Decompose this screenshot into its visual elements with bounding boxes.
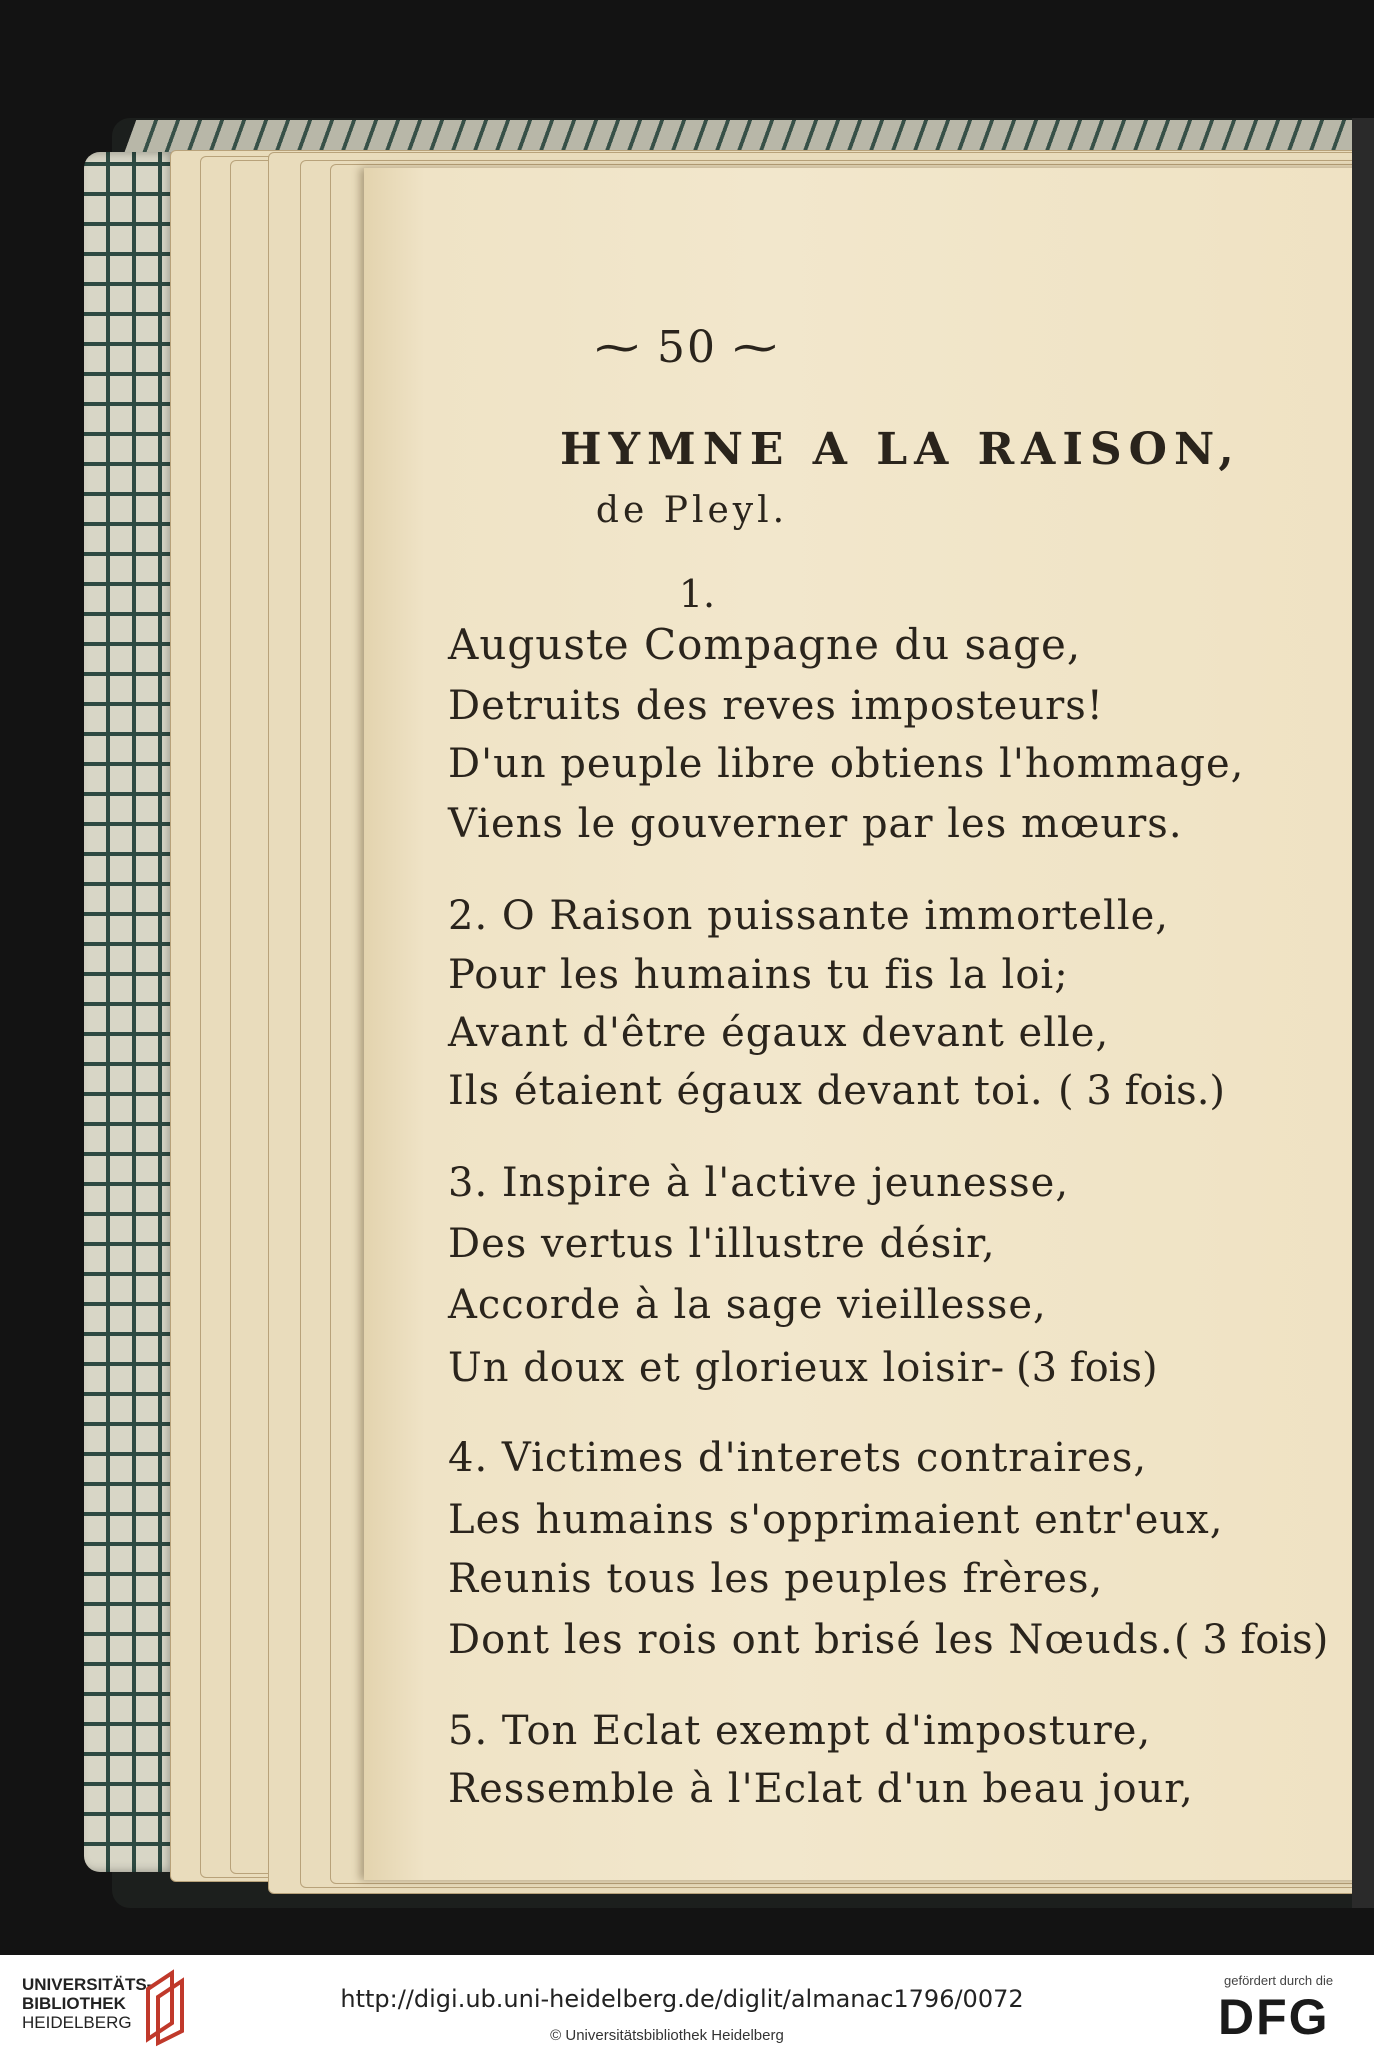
verse-line: Un doux et glorieux loisir- bbox=[448, 1345, 1006, 1391]
book-spine bbox=[84, 152, 176, 1872]
dfg-logo: DFG bbox=[1218, 1989, 1330, 2045]
verse-line: 2. O Raison puissante immortelle, bbox=[448, 893, 1170, 939]
hymn-title: HYMNE A LA RAISON, bbox=[560, 424, 1241, 475]
verse-line: Ils étaient égaux devant toi. bbox=[448, 1068, 1044, 1114]
verse-line: Des vertus l'illustre désir, bbox=[448, 1221, 996, 1267]
verse-line: 5. Ton Eclat exempt d'imposture, bbox=[448, 1708, 1152, 1754]
library-name-line: UNIVERSITÄTS- bbox=[22, 1975, 153, 1994]
hymn-composer: de Pleyl. bbox=[595, 490, 789, 531]
refrain-marker: ( 3 fois) bbox=[1174, 1617, 1329, 1663]
funding-caption: gefördert durch die bbox=[1224, 1973, 1334, 1988]
page-edge-shadow bbox=[1352, 118, 1374, 1908]
verse-line: Avant d'être égaux devant elle, bbox=[448, 1010, 1110, 1056]
refrain-marker: ( 3 fois.) bbox=[1058, 1068, 1226, 1114]
verse-line: 3. Inspire à l'active jeunesse, bbox=[448, 1160, 1070, 1206]
verse-line: Ressemble à l'Eclat d'un beau jour, bbox=[448, 1766, 1194, 1812]
verse-line: Auguste Compagne du sage, bbox=[448, 620, 1082, 669]
refrain-marker: (3 fois) bbox=[1016, 1345, 1158, 1391]
verse-line: Reunis tous les peuples frères, bbox=[448, 1556, 1104, 1602]
verse-line: 4. Victimes d'interets contraires, bbox=[448, 1435, 1148, 1481]
verse-line: Dont les rois ont brisé les Nœuds. bbox=[448, 1617, 1174, 1663]
verse-line: Viens le gouverner par les mœurs. bbox=[448, 801, 1183, 847]
page-number: ⁓ 50 ⁓ bbox=[595, 322, 779, 373]
verse-line: Detruits des reves imposteurs! bbox=[448, 683, 1104, 729]
library-name-line: HEIDELBERG bbox=[22, 2013, 132, 2032]
copyright-notice: © Universitätsbibliothek Heidelberg bbox=[550, 2027, 784, 2044]
verse-line: Les humains s'opprimaient entr'eux, bbox=[448, 1497, 1224, 1543]
permalink-url[interactable]: http://digi.ub.uni-heidelberg.de/diglit/almanac1796/0072 bbox=[340, 1985, 1024, 2013]
verse-line: Accorde à la sage vieillesse, bbox=[448, 1282, 1047, 1328]
footer-bar bbox=[0, 1955, 1374, 2057]
stanza-number: 1. bbox=[678, 572, 716, 616]
verse-line: D'un peuple libre obtiens l'hommage, bbox=[448, 741, 1245, 787]
cover-top-edge bbox=[124, 120, 1374, 154]
verse-line: Pour les humains tu fis la loi; bbox=[448, 952, 1069, 998]
library-name-line: BIBLIOTHEK bbox=[22, 1994, 126, 2013]
